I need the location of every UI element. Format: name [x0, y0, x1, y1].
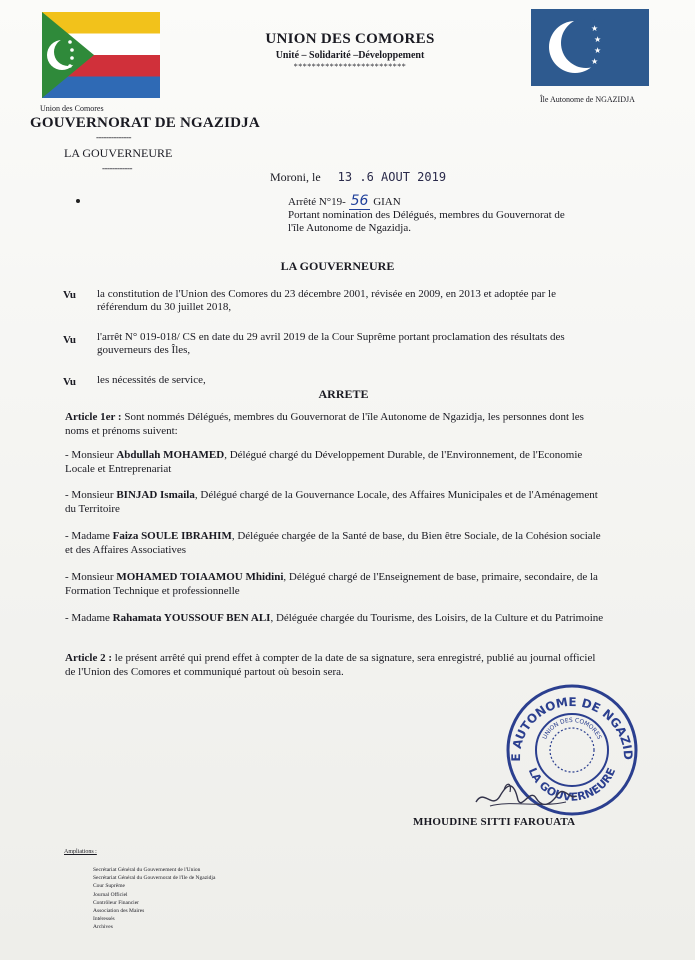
vu-item: l'arrêt N° 019-018/ CS en date du 29 avril 2019 de la Cour Suprême portant proclamation des résultats des gouverneurs des Îles,: [97, 331, 565, 356]
delegate-name: Abdullah MOHAMED: [116, 449, 225, 461]
delegate-name: Rahamata YOUSSOUF BEN ALI: [112, 612, 271, 624]
list-item: Secrétariat Général du Gouvernorat de l'Ile de Ngazidja: [93, 875, 216, 882]
delegate-entry: [65, 612, 605, 626]
svg-text:★: ★: [591, 57, 599, 66]
gouvernorat-title: GOUVERNORAT DE NGAZIDJA: [30, 115, 260, 131]
list-item: Secrétariat Général du Gouvernement de l'Union: [93, 867, 201, 873]
delegate-role: , Délégué chargé du Développement Durable, de l'Environnement, de l'Economie Locale et Entreprenariat: [65, 449, 583, 475]
delegate-role: , Délégué chargé de la Gouvernance Locale, des Affaires Municipales et de l'Aménagement du Territoire: [65, 489, 598, 515]
delegate-title: - Monsieur: [65, 571, 114, 583]
gouverneure-subtitle: LA GOUVERNEURE: [64, 146, 173, 160]
ampliations-list: [93, 866, 215, 932]
delegate-entry: [65, 489, 605, 516]
delegate-name: BINJAD Ismaila: [116, 489, 195, 501]
handwritten-signature: [470, 770, 580, 815]
ngazidja-flag: [531, 9, 649, 86]
arrete-prefix: Arrêté N°19-: [288, 196, 346, 208]
bullet-mark: [76, 199, 80, 203]
delegate-entry: [65, 449, 605, 476]
place-label: Moroni, le: [270, 170, 321, 184]
delegate-entry: [65, 571, 605, 598]
vu-label: Vu: [63, 289, 77, 301]
article-2-text: le présent arrêté qui prend effet à compter de la date de sa signature, sera enregistré, publié au journal officiel de l'Union des Comores et communiqué partout où besoin sera.: [65, 652, 596, 678]
delegate-name: Faiza SOULE IBRAHIM: [112, 530, 232, 542]
svg-text:★: ★: [594, 46, 602, 55]
svg-text:★: ★: [594, 35, 602, 44]
article-2: [65, 652, 605, 679]
article-2-label: Article 2 :: [65, 652, 113, 664]
delegate-role: , Déléguée chargée du Tourisme, des Loisirs, de la Culture et du Patrimoine: [270, 612, 604, 624]
arrete-subject: Portant nomination des Délégués, membres du Gouvernorat de l'île Autonome de Ngazidja.: [288, 209, 565, 234]
arrete-heading: ARRETE: [318, 387, 369, 401]
stars-separator: *************************: [293, 62, 407, 71]
vu-item: les nécessités de service,: [97, 374, 206, 386]
left-flag-caption: Union des Comores: [40, 104, 104, 113]
delegate-role: , Délégué chargé de l'Enseignement de base, primaire, secondaire, de la Formation Technique et professionnelle: [65, 571, 598, 597]
comoros-flag: [42, 12, 160, 98]
delegate-title: - Monsieur: [65, 449, 114, 461]
signer-name: MHOUDINE SITTI FAROUATA: [413, 816, 576, 828]
ampliations-label: Ampliations :: [64, 849, 97, 855]
svg-text:★: ★: [591, 24, 599, 33]
article-1: [65, 411, 605, 438]
seal-bottom-text: LA GOUVERNEURE: [525, 765, 619, 804]
country-title: UNION DES COMORES: [265, 31, 435, 47]
divider: --------------: [96, 132, 131, 142]
seal-outer-text: E AUTONOME DE NGAZID: [508, 694, 636, 762]
delegate-title: - Madame: [65, 530, 110, 542]
delegate-title: - Monsieur: [65, 489, 114, 501]
header-center: [210, 31, 490, 71]
national-motto: Unité – Solidarité –Développement: [275, 50, 425, 61]
list-item: Intéressés: [93, 916, 115, 923]
vu-item: la constitution de l'Union des Comores du 23 décembre 2001, révisée en 2009, en 2013 et adoptée par le référendum du 30 juillet 2018,: [97, 288, 556, 313]
delegate-title: - Madame: [65, 612, 110, 624]
arrete-suffix: GIAN: [373, 196, 401, 208]
delegate-role: , Déléguée chargée de la Santé de base, du Bien être Sociale, de la Cohésion sociale et des Affaires Associatives: [65, 530, 601, 556]
list-item: Archives: [93, 924, 113, 931]
vu-label: Vu: [63, 376, 77, 388]
stamped-date: 13 .6 AOUT 2019: [337, 170, 447, 184]
article-1-label: Article 1er :: [65, 411, 122, 423]
list-item: Association des Maires: [93, 908, 145, 915]
delegate-name: MOHAMED TOIAAMOU Mhidini: [116, 571, 284, 583]
divider: ------------: [102, 163, 132, 173]
list-item: Contrôleur Financier: [93, 899, 139, 906]
gouverneure-heading: LA GOUVERNEURE: [280, 259, 395, 273]
right-flag-caption: Île Autonome de NGAZIDJA: [540, 95, 635, 104]
list-item: Cour Suprême: [93, 883, 125, 890]
list-item: Journal Officiel: [93, 891, 128, 898]
delegate-entry: [65, 530, 605, 557]
date-line: [270, 170, 446, 185]
vu-label: Vu: [63, 334, 77, 346]
handwritten-number: 56: [350, 193, 369, 209]
article-1-text: Sont nommés Délégués, membres du Gouvernorat de l'île Autonome de Ngazidja, les personnes dont les noms et prénoms suivent:: [65, 411, 584, 437]
arrete-reference: [288, 195, 578, 235]
seal-inner-text: UNION DES COMORES: [541, 716, 603, 741]
